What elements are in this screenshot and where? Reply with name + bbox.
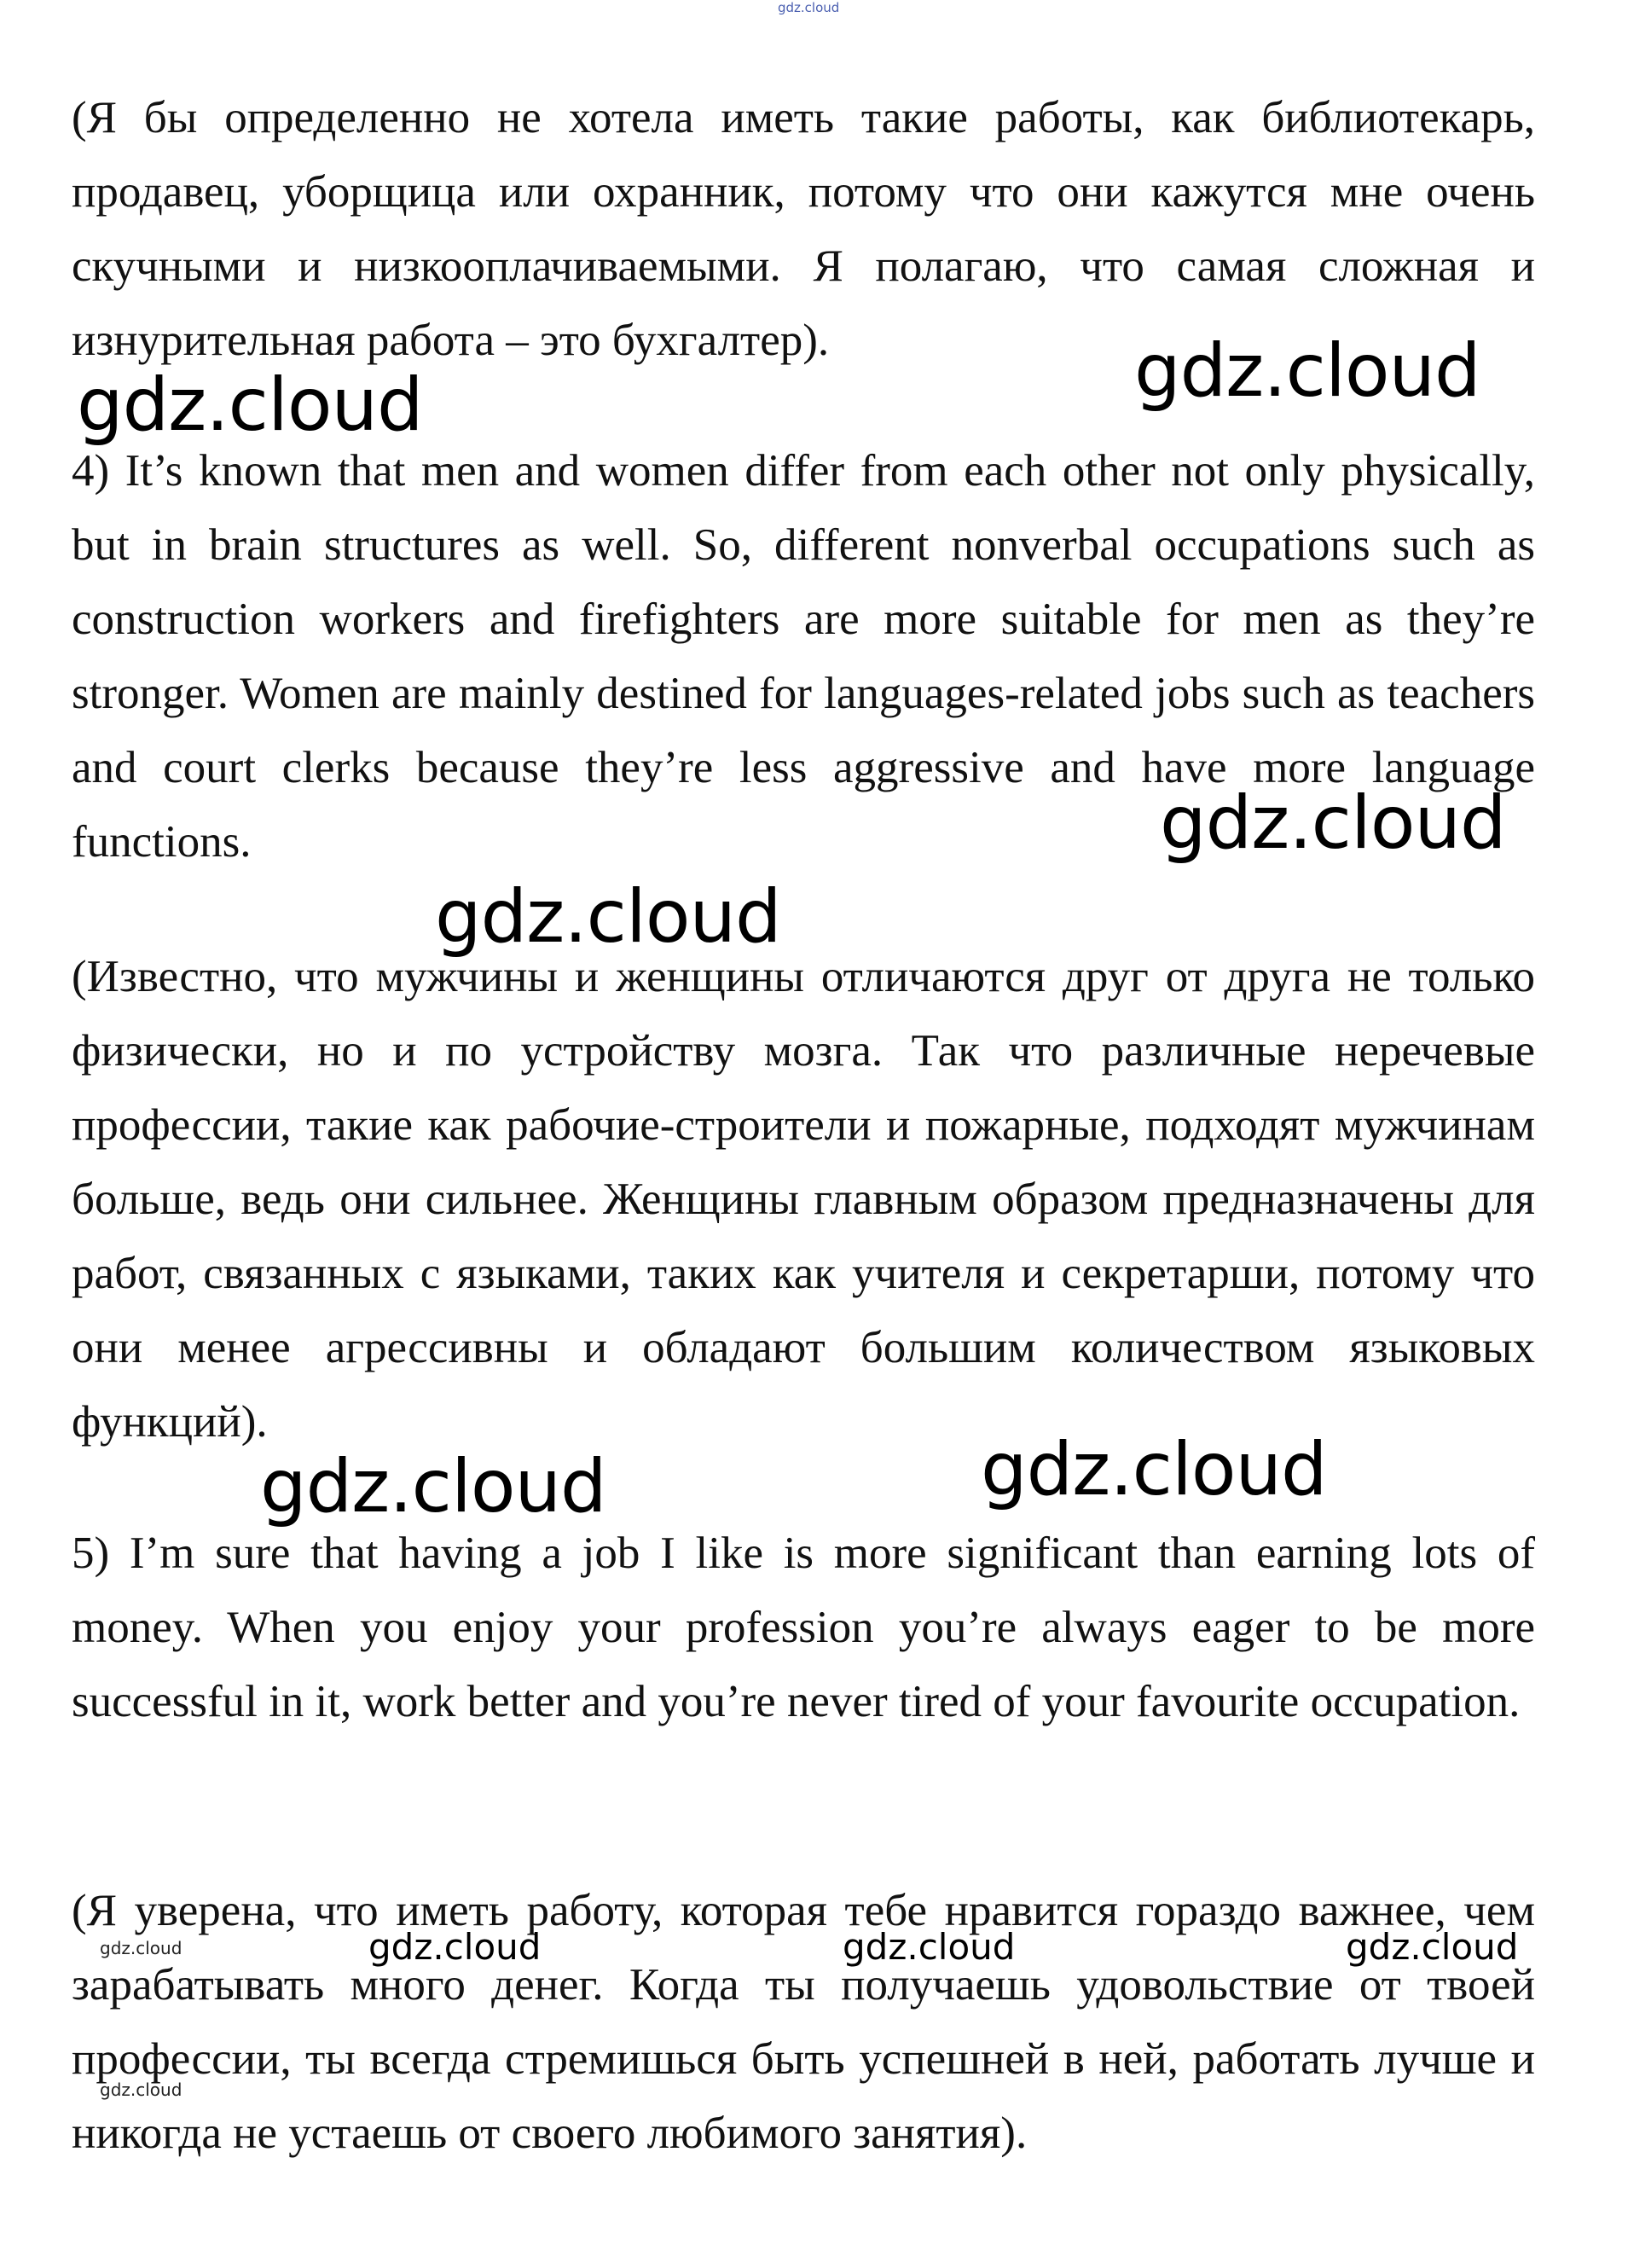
paragraph-4-russian: (Известно, что мужчины и женщины отличаются друг от друга не только физически, но и по устройству мозга. Так что различные неречевые профессии, такие как рабочие-строители и пожарные, подходят мужчинам больше, ведь они сильнее. Женщины главным образом предназначены для работ, связанных с языками, таких как учителя и секретарши, потому что они менее агрессивны и обладают большим количеством языковых функций). bbox=[72, 952, 1535, 1447]
watermark-2: gdz.cloud bbox=[77, 363, 423, 448]
paragraph-1-russian: (Я бы определенно не хотела иметь такие работы, как библиотекарь, продавец, уборщица или охранник, потому что они кажутся мне очень скучными и низкооплачиваемыми. Я полагаю, что самая сложная и изнурительная работа – это бухгалтер). bbox=[72, 93, 1535, 365]
paragraph-5-russian: (Я уверена, что иметь работу, которая тебе нравится гораздо важнее, чем зарабатывать много денег. Когда ты получаешь удовольствие от твоей профессии, ты всегда стремишься быть успешней в ней, работать лучше и никогда не устаешь от своего любимого занятия). bbox=[72, 1886, 1535, 2158]
paragraph-5-english: 5) I’m sure that having a job I like is more significant than earning lots of money. When you enjoy your profession you’re always eager to be more successful in it, work better and you’re never tired of your favourite occupation. bbox=[72, 1528, 1535, 1726]
watermark-7: gdz.cloud bbox=[368, 1926, 542, 1968]
watermark-5: gdz.cloud bbox=[981, 1427, 1327, 1512]
watermark-9: gdz.cloud bbox=[1346, 1926, 1519, 1968]
watermark-11: gdz.cloud bbox=[100, 2079, 182, 2100]
watermark-4: gdz.cloud bbox=[435, 874, 781, 960]
watermark-6: gdz.cloud bbox=[260, 1444, 606, 1529]
watermark-10: gdz.cloud bbox=[100, 1938, 182, 1958]
watermark-top: gdz.cloud bbox=[778, 0, 840, 15]
watermark-8: gdz.cloud bbox=[843, 1926, 1016, 1968]
paragraph-4-english: 4) It’s known that men and women differ from each other not only physically, but in brain structures as well. So, different nonverbal occupations such as construction workers and firefighters are more suitable for men as they’re stronger. Women are mainly destined for languages-related jobs such as teachers and court clerks because they’re less aggressive and have more language functions. bbox=[72, 446, 1535, 867]
watermark-3: gdz.cloud bbox=[1160, 780, 1506, 866]
watermark-1: gdz.cloud bbox=[1134, 328, 1480, 414]
